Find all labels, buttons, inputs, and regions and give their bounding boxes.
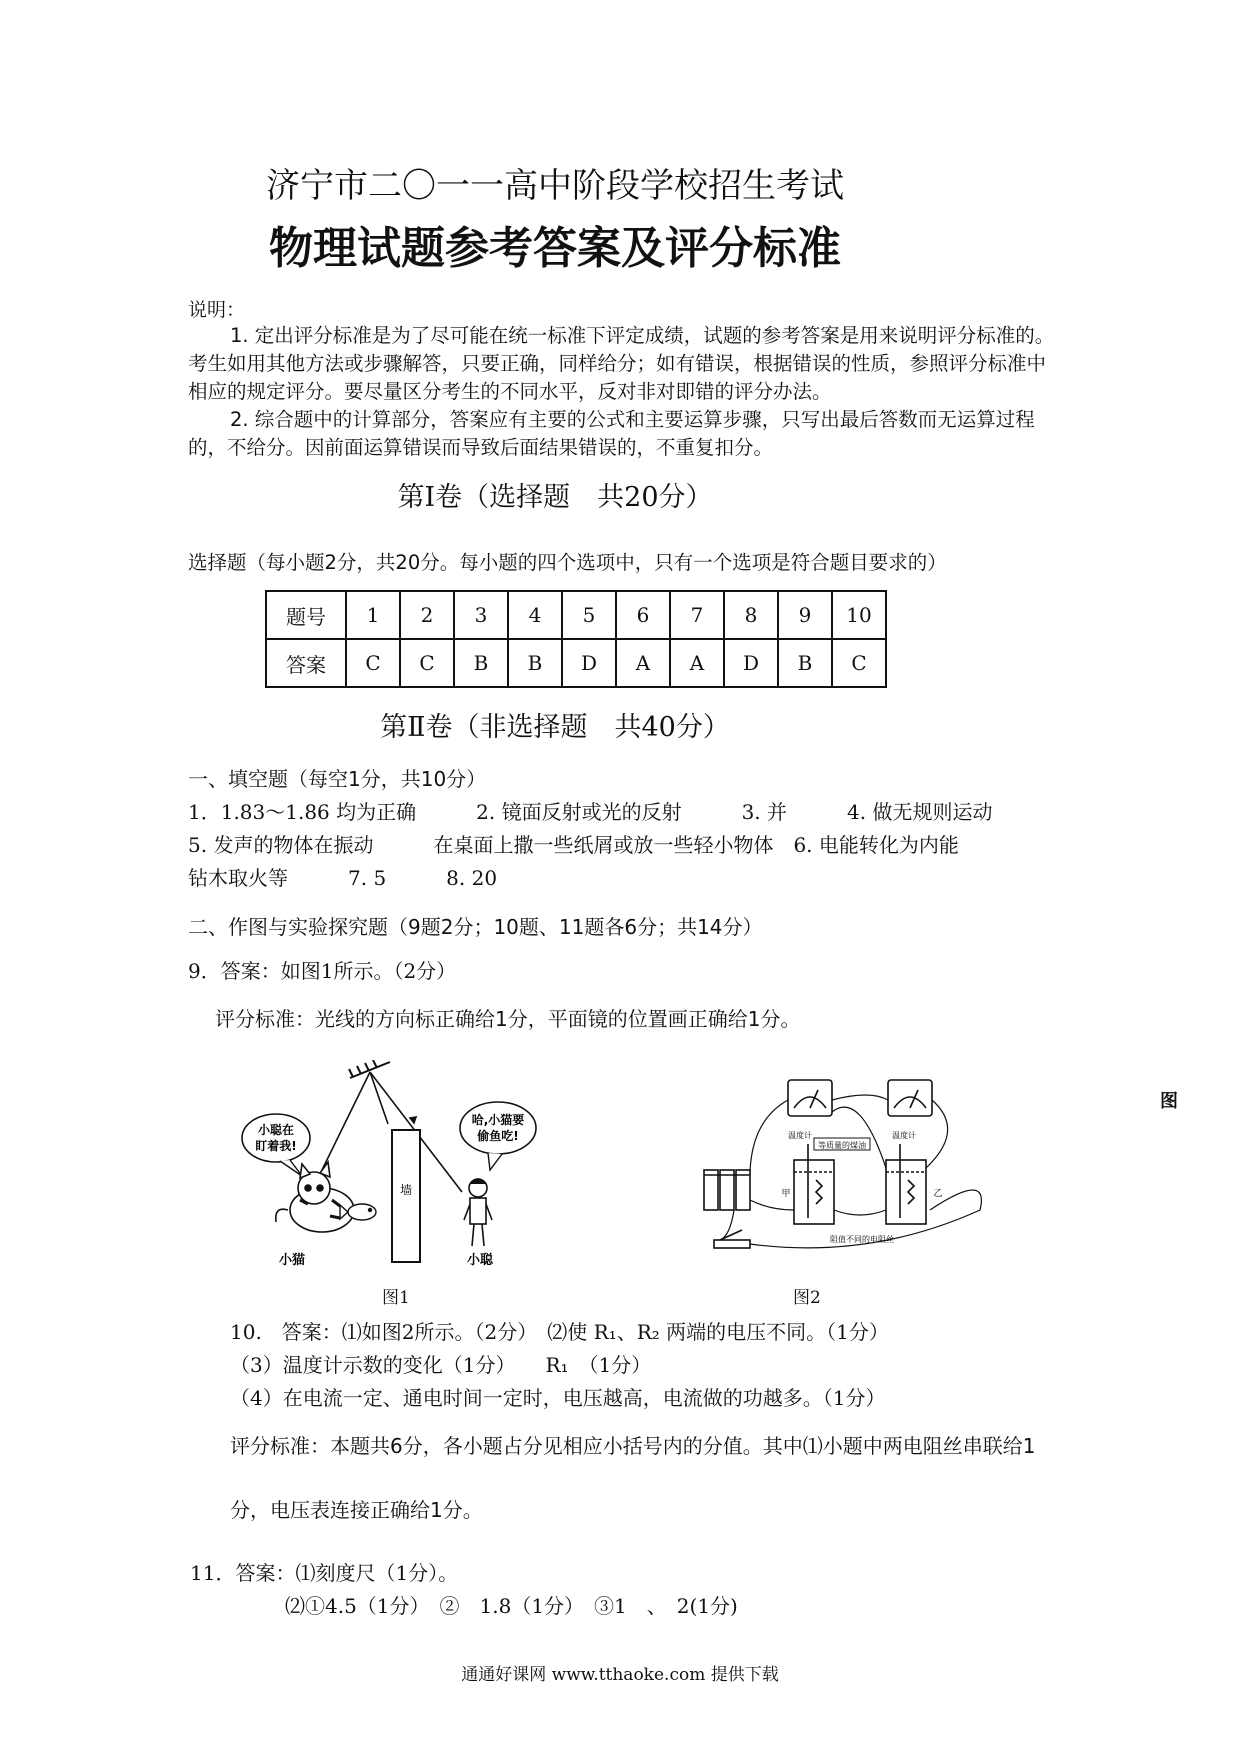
figure-2 (690, 1060, 1020, 1270)
part1-heading: 第Ⅰ卷（选择题 共20分） (397, 482, 713, 513)
q9-criteria: 评分标准：光线的方向标正确给1分，平面镜的位置画正确给1分。 (215, 1007, 801, 1031)
note-item-2: 2. 综合题中的计算部分，答案应有主要的公式和主要运算步骤，只写出最后答数而无运算过程的，不给分。因前面运算错误而导致后面结果错误的，不重复扣分。 (188, 408, 1035, 459)
answer-cell: A (670, 639, 724, 687)
fill-answers-line-1: 1．1.83～1.86 均为正确 2. 镜面反射或光的反射 3. 并 4. 做无规则运动 (188, 800, 993, 824)
figure-2-caption: 图2 (793, 1288, 821, 1308)
circuit-wires (720, 1095, 981, 1248)
wall-label: 墙 (399, 1183, 413, 1197)
beaker-jia (794, 1144, 834, 1224)
question-number: 2 (400, 591, 454, 639)
label-jia: 甲 (781, 1189, 791, 1199)
boy-bubble-text-1: 哈,小猫要 (471, 1113, 525, 1127)
part2-heading: 第Ⅱ卷（非选择题 共40分） (380, 712, 730, 743)
cat-bubble-text-2: 盯着我! (255, 1139, 297, 1153)
label-thermometer-2: 温度计 (892, 1131, 916, 1140)
cat-icon (276, 1162, 354, 1232)
answer-cell: C (400, 639, 454, 687)
label-thermometer-1: 温度计 (788, 1131, 812, 1140)
answer-cell: D (724, 639, 778, 687)
answer-cell: C (832, 639, 886, 687)
table-row-label-answer: 答案 (266, 639, 346, 687)
voltmeter-icon (888, 1080, 932, 1116)
answer-cell: B (778, 639, 832, 687)
table-row (266, 591, 886, 639)
question-number: 5 (562, 591, 616, 639)
document-title: 物理试题参考答案及评分标准 (269, 223, 841, 274)
question-number: 8 (724, 591, 778, 639)
cat-label: 小猫 (278, 1253, 306, 1268)
answer-table (265, 590, 887, 688)
q10-answer-line-2: （3）温度计示数的变化（1分） R₁ （1分） (230, 1353, 652, 1377)
label-liquid: 等质量的煤油 (818, 1141, 866, 1150)
cat-bubble-text-1: 小聪在 (257, 1123, 295, 1137)
figure-1 (240, 1060, 570, 1270)
question-number: 4 (508, 591, 562, 639)
boy-bubble-text-2: 偷鱼吃! (477, 1129, 519, 1143)
q11-answer-line-2: ⑵①4.5（1分） ② 1.8（1分） ③1 、 2(1分) (285, 1594, 738, 1618)
question-number: 3 (454, 591, 508, 639)
question-number: 10 (832, 591, 886, 639)
question-number: 1 (346, 591, 400, 639)
label-wire: 阻值不同的电阻丝 (830, 1235, 894, 1244)
note-item-1: 1. 定出评分标准是为了尽可能在统一标准下评定成绩，试题的参考答案是用来说明评分标准的。考生如用其他方法或步骤解答，只要正确，同样给分；如有错误，根据错误的性质，参照评分标准中相应的规定评分。要尽量区分考生的不同水平，反对非对即错的评分办法。 (188, 324, 1055, 403)
q10-answer-line-3: （4）在电流一定、通电时间一定时，电压越高，电流做的功越多。（1分） (230, 1386, 886, 1410)
answer-cell: B (508, 639, 562, 687)
fill-heading: 一、填空题（每空1分，共10分） (188, 767, 487, 791)
notes-heading: 说明： (188, 299, 246, 321)
question-number: 7 (670, 591, 724, 639)
table-row (266, 639, 886, 687)
answer-cell: A (616, 639, 670, 687)
answer-cell: C (346, 639, 400, 687)
table-row-label-number: 题号 (266, 591, 346, 639)
page-footer: 通通好课网 www.tthaoke.com 提供下载 (461, 1665, 779, 1685)
part1-instruction: 选择题（每小题2分，共20分。每小题的四个选项中，只有一个选项是符合题目要求的） (188, 551, 947, 574)
q10-answer-line-1: 10. 答案：⑴如图2所示。（2分） ⑵使 R₁、R₂ 两端的电压不同。（1分） (230, 1320, 889, 1344)
question-number: 6 (616, 591, 670, 639)
fill-answers-line-2: 5. 发声的物体在振动 在桌面上撒一些纸屑或放一些轻小物体 6. 电能转化为内能 (188, 833, 959, 857)
beaker-yi (886, 1144, 926, 1224)
q9-answer: 9．答案：如图1所示。（2分） (188, 959, 457, 983)
side-mark: 图 (1160, 1091, 1178, 1112)
exam-title: 济宁市二〇一一高中阶段学校招生考试 (266, 166, 844, 206)
answer-cell: B (454, 639, 508, 687)
fill-answers-line-3: 钻木取火等 7. 5 8. 20 (188, 866, 498, 890)
mirror (349, 1060, 390, 1078)
question-number: 9 (778, 591, 832, 639)
q11-answer-line-1: 11．答案：⑴刻度尺（1分）。 (190, 1561, 459, 1585)
q10-criteria-line-1: 评分标准：本题共6分，各小题占分见相应小括号内的分值。其中⑴小题中两电阻丝串联给1 (230, 1434, 1036, 1458)
figure-1-caption: 图1 (382, 1288, 410, 1308)
boy-icon (464, 1179, 492, 1246)
label-yi: 乙 (933, 1189, 943, 1199)
q10-criteria-line-2: 分，电压表连接正确给1分。 (230, 1498, 483, 1522)
ammeter-icon (788, 1080, 832, 1116)
switch-icon (714, 1230, 750, 1248)
boy-label: 小聪 (466, 1253, 494, 1268)
answer-cell: D (562, 639, 616, 687)
experiment-heading: 二、作图与实验探究题（9题2分；10题、11题各6分；共14分） (188, 915, 763, 939)
battery-icon (704, 1170, 750, 1210)
